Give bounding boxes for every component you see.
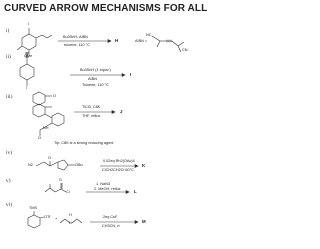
reagent-3-above: TiCl3, C8K bbox=[82, 105, 101, 109]
reagent-2-mid: AIBN bbox=[88, 77, 97, 81]
product-label-L: L bbox=[134, 189, 137, 194]
reagent-2-above: Bu3SnH (1 equiv.) bbox=[80, 68, 111, 72]
problem-number-3: iii) bbox=[6, 94, 13, 100]
problem-number-4: iv) bbox=[6, 150, 13, 156]
h-label-6: H bbox=[69, 213, 72, 217]
product-label-H: H bbox=[115, 38, 119, 43]
product-label-K: K bbox=[142, 163, 146, 168]
reagent-6-above: 2eq CsF bbox=[103, 215, 118, 219]
reagent-5-line2: 2. MeOH, reflux bbox=[94, 186, 121, 191]
reagent-6-below: CH3CN, rt bbox=[102, 224, 120, 228]
carbonyl-o-label-3a: O bbox=[53, 94, 56, 98]
problem-number-5: v) bbox=[6, 178, 11, 184]
reagent-2-below: Toluene, 110 °C bbox=[82, 83, 109, 87]
otf-label-6: OTf bbox=[44, 215, 51, 219]
aibn-definition-label: AIBN = bbox=[135, 39, 148, 43]
iodine-label-2: I bbox=[26, 86, 28, 90]
plus-sign-6: + bbox=[55, 217, 58, 221]
tms-label-6: TMS bbox=[29, 206, 38, 210]
iodine-label-1: I bbox=[28, 22, 30, 26]
problem-number-2: ii) bbox=[6, 54, 11, 60]
problem-number-6: vi) bbox=[6, 202, 13, 208]
diazo-label-4: N2 bbox=[28, 163, 33, 167]
page-title: CURVED ARROW MECHANISMS FOR ALL bbox=[4, 3, 208, 14]
problem-number-1: i) bbox=[6, 28, 10, 34]
oxygen-label-4: O bbox=[48, 156, 51, 160]
oxygen-label-5: O bbox=[59, 178, 62, 182]
tip-note: Tip: C8K is a strong reducing agent bbox=[54, 141, 114, 145]
product-label-J: J bbox=[120, 109, 123, 114]
obn-label-4: OBn bbox=[75, 163, 83, 167]
n-label-6: N bbox=[69, 221, 72, 225]
reagent-4-below: ClCH2CH2Cl 60°C bbox=[102, 168, 134, 172]
aibn-cn-label: CN bbox=[182, 48, 188, 52]
product-label-M: M bbox=[142, 219, 146, 224]
reagent-1-above: Bu3SnH, AIBN bbox=[63, 35, 88, 39]
chloride-label-5: Cl bbox=[66, 190, 70, 194]
product-label-I: I bbox=[130, 72, 132, 77]
ome-label-1: OMe bbox=[24, 54, 33, 58]
reagent-5-line1: 1. NaN3 bbox=[96, 182, 110, 186]
nh-label-3: NH bbox=[43, 126, 49, 130]
reagent-1-below: toluene, 110 °C bbox=[64, 43, 90, 47]
carbonyl-o-label-3b: O bbox=[38, 136, 41, 140]
reagent-3-below: THF, reflux bbox=[82, 114, 101, 118]
aibn-nc-label: NC bbox=[146, 33, 152, 37]
reagent-4-above: 0.02eq Rh2(OAc)4 bbox=[103, 159, 135, 163]
